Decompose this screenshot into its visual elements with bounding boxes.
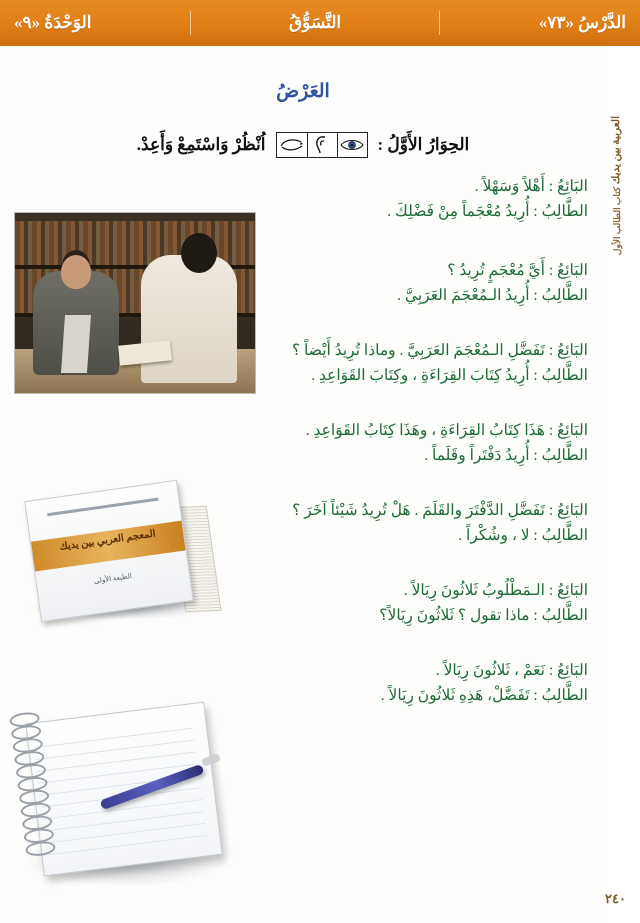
instruction-text: اُنْظُرْ وَاسْتَمِعْ وَأَعِدْ. xyxy=(136,135,266,154)
dialogue-list xyxy=(148,174,588,708)
notebook-and-pen-photo xyxy=(6,686,256,916)
instruction-row xyxy=(0,132,606,158)
dialogue-line-student: الطَّالِبُ : أُرِيدُ الـمُعْجَمَ العَرَبِيَّ . xyxy=(397,287,588,304)
dialogue-exchange xyxy=(148,658,588,708)
dialogue-line-student: الطَّالِبُ : أُرِيدُ دَفْتَراً وقَلَماً . xyxy=(424,447,588,464)
speak-icon xyxy=(277,133,307,157)
dialogue-exchange xyxy=(148,578,588,628)
side-label xyxy=(610,116,636,255)
side-label-book: كتاب الطالب الأول xyxy=(612,186,622,256)
dialogue-exchange xyxy=(148,338,588,388)
photo-person-left-head xyxy=(61,255,91,289)
dialogue-line-seller: البَائِعُ : أَيَّ مُعْجَمٍ تُرِيدُ ؟ xyxy=(447,262,588,279)
dialogue-line-student: الطَّالِبُ : أُرِيدُ كِتَابَ القِرَاءَةِ ، وكِتَابَ القَوَاعِدِ . xyxy=(311,367,588,384)
dialogue-line-student: الطَّالِبُ : أُرِيدُ مُعْجَماً مِنْ فَضْلِكَ . xyxy=(387,203,588,220)
dialogue-line-student: الطَّالِبُ : تَفَضَّلْ، هَذِهِ ثَلاثُونَ رِيَالاً . xyxy=(380,687,588,704)
header-divider-1 xyxy=(439,11,440,35)
header-divider-2 xyxy=(190,11,191,35)
header-topic: التَّسَوُّقُ xyxy=(288,13,342,32)
photo-person-left-shirt xyxy=(61,315,91,373)
dialogue-exchange xyxy=(148,418,588,468)
header-unit: الوَحْدَةُ «٩» xyxy=(14,13,92,32)
book-cover-subtitle: الطبعة الأولى xyxy=(93,572,133,586)
ear-icon xyxy=(307,133,337,157)
dialogue-line-seller: البَائِعُ : تَفَضَّلِ الدَّفْتَرَ والقَلَمَ . هَلْ تُرِيدُ شَيْئاً آخَرَ ؟ xyxy=(292,502,588,519)
dialogue-exchange xyxy=(148,258,588,308)
dialogue-line-seller: البَائِعُ : تَفَضَّلِ الـمُعْجَمَ العَرَبِيَّ . وماذا تُرِيدُ أَيْضاً ؟ xyxy=(291,342,588,359)
dialogue-heading: الحِوَارُ الأَوَّلُ : xyxy=(377,135,470,154)
side-label-series: العربية بين يديك xyxy=(611,116,622,185)
dialogue-line-seller: البَائِعُ : أَهْلاً وَسَهْلاً . xyxy=(474,178,588,195)
dialogue-line-seller: البَائِعُ : الـمَطْلُوبُ ثَلاثُونَ رِيَالاً . xyxy=(403,582,588,599)
dialogue-line-seller: البَائِعُ : نَعَمْ ، ثَلاثُونَ رِيَالاً . xyxy=(435,662,588,679)
dialogue-exchange xyxy=(148,174,588,224)
page-header xyxy=(0,0,640,46)
section-title: العَرْضُ xyxy=(276,81,330,102)
dialogue-line-student: الطَّالِبُ : ماذا تقول ؟ ثَلاثُونَ رِيَالاً؟ xyxy=(379,607,588,624)
book-cover-title: المعجم العربي بين يديك xyxy=(58,528,157,553)
page-content xyxy=(0,46,606,923)
dialogue-line-seller: البَائِعُ : هَذَا كِتَابُ القِرَاءَةِ ، وهَذَا كِتَابُ القَوَاعِدِ . xyxy=(305,422,588,439)
dialogue-line-student: الطَّالِبُ : لا ، وشُكْراً . xyxy=(458,527,588,544)
dialogue-exchange xyxy=(148,498,588,548)
page-number: ٢٤٠ xyxy=(605,891,626,906)
eye-icon xyxy=(337,133,367,157)
book-cover-rule xyxy=(47,498,158,517)
side-strip xyxy=(606,46,640,923)
header-lesson: الدَّرْسُ «٧٣» xyxy=(538,13,626,32)
instruction-icon-group xyxy=(276,132,368,158)
